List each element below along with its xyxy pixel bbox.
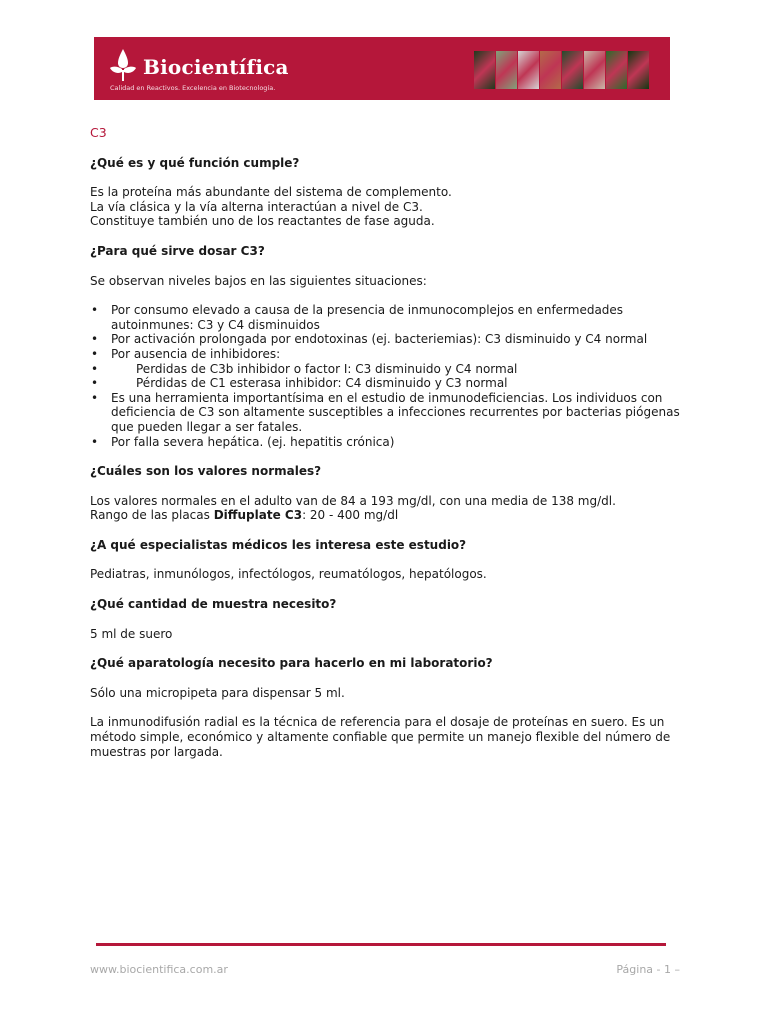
thumbnail-image (584, 51, 605, 89)
paragraph-line: Es la proteína más abundante del sistema de complemento. (90, 185, 452, 200)
section-paragraph: La inmunodifusión radial es la técnica de referencia para el dosaje de proteínas en suero. Es un método simple, económico y altamente confiable que permite un manejo flexible del número de muestras por largada. (90, 715, 671, 759)
list-item: • Por ausencia de inhibidores: (91, 346, 281, 361)
footer-divider (96, 943, 666, 946)
bullet-icon: • (91, 390, 99, 405)
section-paragraph: 5 ml de suero (90, 626, 173, 641)
header-thumbnails (474, 51, 649, 89)
section-paragraph: Sólo una micropipeta para dispensar 5 ml. (90, 685, 345, 700)
section-question: ¿Cuáles son los valores normales? (90, 464, 322, 479)
bullet-icon: • (91, 376, 99, 391)
thumbnail-image (518, 51, 539, 89)
list-item: • Es una herramienta importantísima en el estudio de inmunodeficiencias. Los individuos con deficiencia de C3 son altamente susceptibles a infecciones recurrentes por bacterias piógenas que pueden llegar a ser fatales. (91, 390, 680, 434)
section-paragraph: Pediatras, inmunólogos, infectólogos, reumatólogos, hepatólogos. (90, 567, 487, 582)
bullet-icon: • (91, 332, 99, 347)
paragraph-line: Rango de las placas Diffuplate C3: 20 - 400 mg/dl (90, 508, 399, 523)
paragraph-line: Constituye también uno de los reactantes de fase aguda. (90, 214, 435, 229)
section-paragraph (90, 185, 680, 229)
header-banner (94, 37, 670, 100)
footer-url: www.biocientifica.com.ar (90, 963, 228, 976)
list-item: • Por falla severa hepática. (ej. hepatitis crónica) (91, 434, 395, 449)
bullet-icon: • (91, 346, 99, 361)
document-body (90, 126, 680, 774)
section-question: ¿Qué cantidad de muestra necesito? (90, 597, 337, 612)
section-intro: Se observan niveles bajos en las siguientes situaciones: (90, 273, 427, 288)
list-item: • Por consumo elevado a causa de la presencia de inmunocomplejos en enfermedades autoinmunes: C3 y C4 disminuidos (91, 303, 624, 332)
bullet-icon: • (91, 434, 99, 449)
section-question: ¿Qué es y qué función cumple? (90, 155, 300, 170)
list-item: • Pérdidas de C1 esterasa inhibidor: C4 disminuido y C3 normal (91, 376, 508, 391)
thumbnail-image (496, 51, 517, 89)
bullet-icon: • (91, 361, 99, 376)
thumbnail-image (606, 51, 627, 89)
thumbnail-image (628, 51, 649, 89)
list-item: • Perdidas de C3b inhibidor o factor I: C3 disminuido y C4 normal (91, 361, 518, 376)
bullet-list (90, 303, 680, 449)
leaf-drop-logo-icon (108, 48, 138, 86)
paragraph-line: Los valores normales en el adulto van de 84 a 193 mg/dl, con una media de 138 mg/dl. (90, 493, 616, 508)
product-name: Diffuplate C3 (213, 508, 303, 523)
thumbnail-image (474, 51, 495, 89)
bullet-icon: • (91, 303, 99, 318)
paragraph-line: La vía clásica y la vía alterna interactúan a nivel de C3. (90, 199, 423, 214)
thumbnail-image (540, 51, 561, 89)
brand-name: Biocientífica (143, 55, 289, 79)
list-item: • Por activación prolongada por endotoxinas (ej. bacteriemias): C3 disminuido y C4 normal (91, 332, 648, 347)
section-paragraph (90, 494, 680, 523)
brand-tagline: Calidad en Reactivos. Excelencia en Biotecnología. (110, 84, 276, 92)
section-question: ¿Qué aparatología necesito para hacerlo en mi laboratorio? (90, 656, 493, 671)
section-question: ¿A qué especialistas médicos les interesa este estudio? (90, 537, 467, 552)
document-title: C3 (90, 125, 107, 140)
thumbnail-image (562, 51, 583, 89)
page-number: Página - 1 – (616, 963, 680, 976)
section-question: ¿Para qué sirve dosar C3? (90, 243, 265, 258)
